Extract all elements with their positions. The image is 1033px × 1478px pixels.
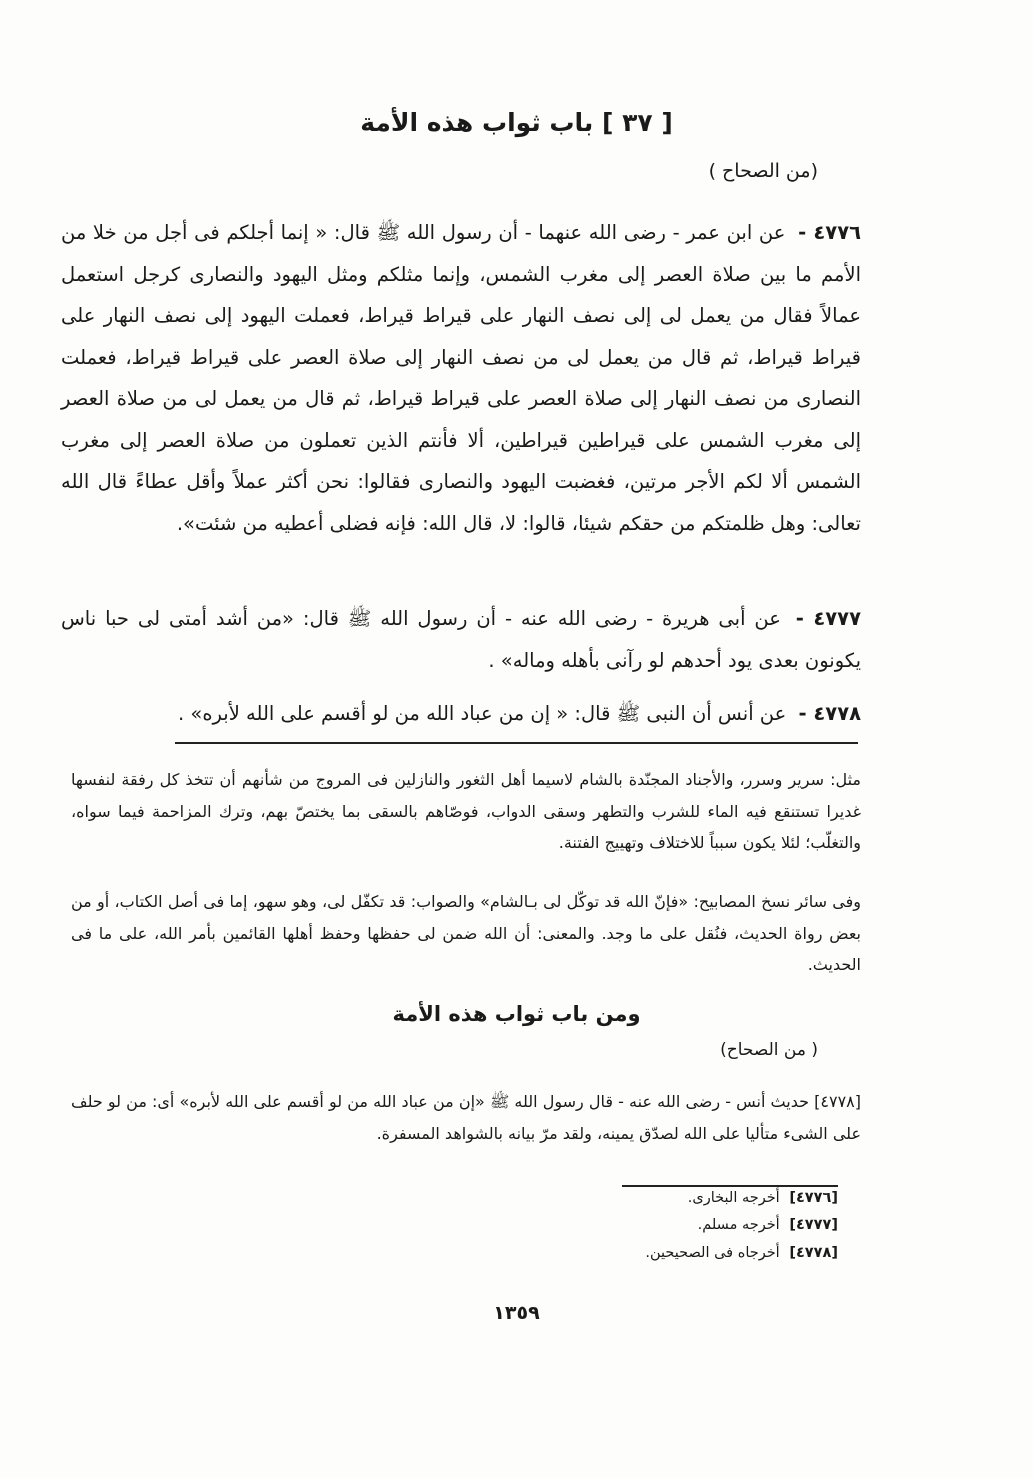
footnote-number: [٤٧٧٦]	[789, 1190, 838, 1206]
footnote-separator	[622, 1185, 838, 1187]
commentary-paragraph: مثل: سرير وسرر، والأجناد المجنّدة بالشام لاسيما أهل الثغور والنازلين فى المروج من شأنهم أن تتخذ كل رفقة لنفسها غديرا تستنقع فيه الماء للشرب والتطهر وسقى الدواب، فوصّاهم بالسقى بما يختصّ بهم، وترك المزاحمة فيما سواه، والتغلّب؛ لئلا يكون سبباً للاختلاف وتهييج الفتنة.	[71, 770, 861, 852]
footnote-text: أخرجه البخارى.	[687, 1190, 780, 1206]
section-label: (من الصحاح )	[708, 160, 818, 182]
commentary-paragraph: وفى سائر نسخ المصابيح: «فإنّ الله قد توكّل لى بـالشام» والصواب: قد تكفّل لى، وهو سهو، إما فى أصل الكتاب، أو من بعض رواة الحديث، فنُقل على ما وجد. والمعنى: أن الله ضمن لى حفظها وحفظ أهلها القائمين بأمر الله، على ما فى الحديث.	[71, 892, 861, 974]
footnote	[688, 1190, 838, 1206]
subsection-title: ومن باب ثواب هذه الأمة	[392, 1002, 641, 1026]
footnote-text: أخرجه مسلم.	[697, 1217, 780, 1233]
footnote	[698, 1217, 838, 1233]
hadith-number: ٤٧٧٨ -	[798, 702, 861, 725]
chapter-title: [ ٣٧ ] باب ثواب هذه الأمة	[360, 108, 673, 137]
hadith-4778	[61, 693, 861, 735]
hadith-4776	[61, 212, 861, 544]
footnote-text: أخرجاه فى الصحيحين.	[645, 1245, 780, 1261]
hadith-text: عن أبى هريرة - رضى الله عنه - أن رسول الله ﷺ قال: «من أشد أمتى لى حبا ناس يكونون بعدى يود أحدهم لو رآنى بأهله وماله» .	[61, 607, 861, 672]
hadith-4777	[61, 598, 861, 681]
footnote-number: [٤٧٧٧]	[789, 1217, 838, 1233]
page-number: ١٣٥٩	[493, 1302, 540, 1324]
hadith-number: ٤٧٧٧ -	[795, 607, 861, 630]
footnote-number: [٤٧٧٨]	[789, 1245, 838, 1261]
footnote	[645, 1245, 838, 1261]
separator-line	[175, 742, 858, 744]
hadith-number: ٤٧٧٦ -	[798, 221, 862, 244]
hadith-text: عن أنس أن النبى ﷺ قال: « إن من عباد الله من لو أقسم على الله لأبره» .	[178, 702, 787, 725]
hadith-text: عن ابن عمر - رضى الله عنهما - أن رسول الله ﷺ قال: « إنما أجلكم فى أجل من خلا من الأمم ما بين صلاة العصر إلى مغرب الشمس، وإنما مثلكم ومثل اليهود والنصارى كرجل استعمل عمالاً فقال من يعمل لى إلى نصف النهار على قيراط قيراط، فعملت اليهود إلى نصف النهار على قيراط قيراط، ثم قال من يعمل لى من نصف النهار إلى صلاة العصر على قيراط قيراط، فعملت النصارى من نصف النهار إلى صلاة العصر على قيراط قيراط، ثم قال من يعمل لى من صلاة العصر إلى مغرب الشمس على قيراطين قيراطين، ألا فأنتم الذين تعملون من صلاة العصر إلى مغرب الشمس ألا لكم الأجر مرتين، فغضبت اليهود والنصارى فقالوا: نحن أكثر عملاً وأقل عطاءً قال الله تعالى: وهل ظلمتكم من حقكم شيئا، قالوا: لا، قال الله: فإنه فضلى أعطيه من شئت».	[61, 221, 861, 535]
subsection-text: [٤٧٧٨] حديث أنس - رضى الله عنه - قال رسول الله ﷺ «إن من عباد الله من لو أقسم على الله لأبره» أى: من لو حلف على الشىء متأليا على الله لصدّق يمينه، ولقد مرّ بيانه بالشواهد المسفرة.	[71, 1092, 861, 1143]
subsection-label: ( من الصحاح)	[720, 1040, 818, 1060]
